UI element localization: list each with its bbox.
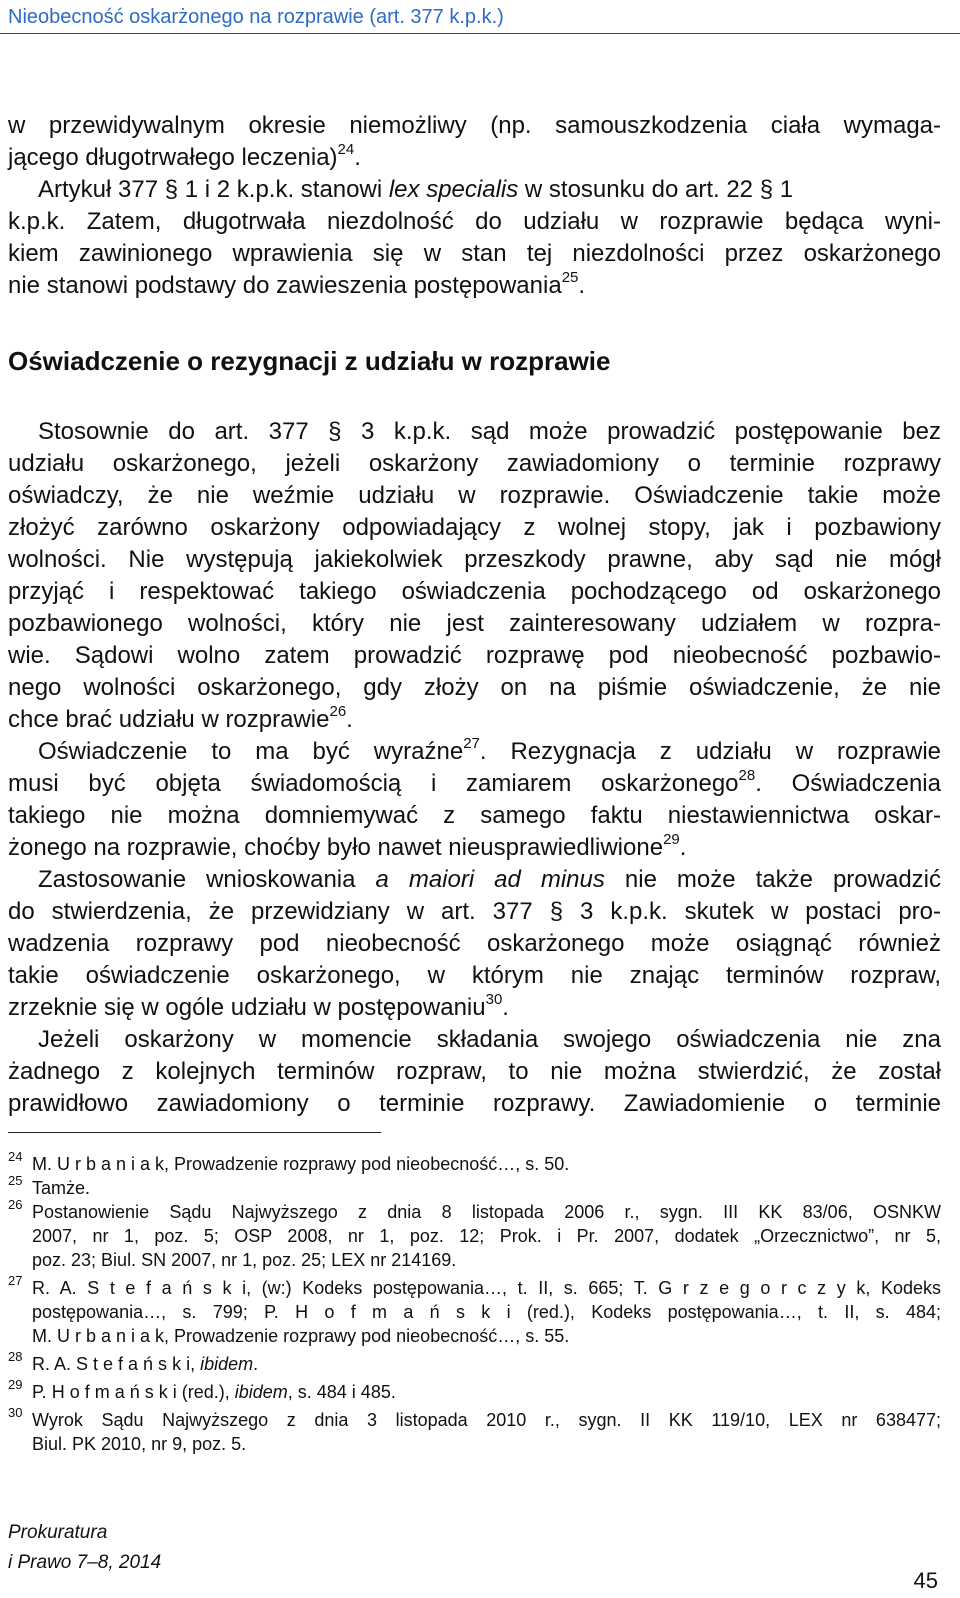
body-line: oświadczy, że nie weźmie udziału w rozprawie. Oświadczenie takie może <box>8 482 941 509</box>
body-line: nego wolności oskarżonego, gdy złoży on na piśmie oświadczenie, że nie <box>8 674 941 701</box>
body-line: prawidłowo zawiadomiony o terminie rozprawy. Zawiadomienie o terminie <box>8 1090 941 1117</box>
body-line: wolności. Nie występują jakiekolwiek przeszkody prawne, aby sąd nie mógł <box>8 546 941 573</box>
footnote-number: 28 <box>8 1349 23 1364</box>
footnote-text: Wyrok Sądu Najwyższego z dnia 3 listopada 2010 r., sygn. II KK 119/10, LEX nr 638477; <box>32 1410 941 1430</box>
body-line: przyjąć i respektować takiego oświadczenia pochodzącego od oskarżonego <box>8 578 941 605</box>
section-heading: Oświadczenie o rezygnacji z udziału w rozprawie <box>8 346 611 376</box>
footnote-number: 26 <box>8 1197 23 1212</box>
footnote-text: R. A. S t e f a ń s k i, (w:) Kodeks postępowania…, t. II, s. 665; T. G r z e g o r c z y k, Kodeks <box>32 1278 941 1298</box>
body-line: chce brać udziału w rozprawie$^{26}$. <box>8 703 353 733</box>
body-line: Artykuł 377 § 1 i 2 k.p.k. stanowi lex specialis w stosunku do art. 22 § 1 <box>38 176 794 203</box>
body-line: zrzeknie się w ogóle udziału w postępowaniu$^{30}$. <box>8 991 509 1021</box>
body-line: Zastosowanie wnioskowania a maiori ad minus nie może także prowadzić <box>38 866 941 893</box>
footnote-text: P. H o f m a ń s k i (red.), ibidem, s. 484 i 485. <box>32 1382 396 1402</box>
footnote-number: 27 <box>8 1273 23 1288</box>
footnote-text: M. U r b a n i a k, Prowadzenie rozprawy pod nieobecność…, s. 55. <box>32 1326 570 1346</box>
body-line: złożyć zarówno oskarżony odpowiadający z wolnej stopy, jak i pozbawiony <box>8 514 941 541</box>
body-line: żonego na rozprawie, choćby było nawet nieusprawiedliwione$^{29}$. <box>8 831 687 861</box>
body-line: wadzenia rozprawy pod nieobecność oskarżonego może osiągnąć również <box>8 930 941 957</box>
footnote-number: 24 <box>8 1149 23 1164</box>
body-line: w przewidywalnym okresie niemożliwy (np. samouszkodzenia ciała wymaga- <box>8 112 941 139</box>
body-line: do stwierdzenia, że przewidziany w art. 377 § 3 k.p.k. skutek w postaci pro- <box>8 898 941 925</box>
body-line: wie. Sądowi wolno zatem prowadzić rozprawę pod nieobecność pozbawio- <box>8 642 941 669</box>
body-line: udziału oskarżonego, jeżeli oskarżony zawiadomiony o terminie rozprawy <box>8 450 941 477</box>
body-line: takie oświadczenie oskarżonego, w którym nie znając terminów rozpraw, <box>8 962 941 989</box>
footnote-text: postępowania…, s. 799; P. H o f m a ń s k i (red.), Kodeks postępowania…, t. II, s. 484; <box>32 1302 941 1322</box>
body-line: żadnego z kolejnych terminów rozpraw, to nie można stwierdzić, że został <box>8 1058 941 1085</box>
footnote-text: 2007, nr 1, poz. 5; OSP 2008, nr 1, poz. 12; Prok. i Pr. 2007, dodatek „Orzecznictwo”, nr 5, <box>32 1226 941 1246</box>
footnote-text: R. A. S t e f a ń s k i, ibidem. <box>32 1354 259 1374</box>
footnote-ref: 26 <box>329 703 347 720</box>
footnote-ref: 29 <box>663 831 680 848</box>
body-line: nie stanowi podstawy do zawieszenia postępowania$^{25}$. <box>8 269 586 299</box>
body-line: kiem zawinionego wprawienia się w stan tej niezdolności przez oskarżonego <box>8 240 941 267</box>
footnote-number: 29 <box>8 1377 23 1392</box>
footnote-ref: 30 <box>485 991 503 1008</box>
body-line: Stosownie do art. 377 § 3 k.p.k. sąd może prowadzić postępowanie bez <box>38 418 941 445</box>
footnote-ref: 27 <box>463 735 480 752</box>
footnote-text: poz. 23; Biul. SN 2007, nr 1, poz. 25; LEX nr 214169. <box>32 1250 457 1270</box>
body-line: jącego długotrwałego leczenia)$^{24}$. <box>8 141 361 171</box>
footnote-text: Tamże. <box>32 1178 91 1198</box>
footnote-ref: 28 <box>738 767 756 784</box>
footnote-number: 25 <box>8 1173 23 1188</box>
body-line: Jeżeli oskarżony w momencie składania swojego oświadczenia nie zna <box>38 1026 941 1053</box>
running-header: Nieobecność oskarżonego na rozprawie (art. 377 k.p.k.) <box>8 6 504 28</box>
footnote-text: Biul. PK 2010, nr 9, poz. 5. <box>32 1434 247 1454</box>
body-line: k.p.k. Zatem, długotrwała niezdolność do udziału w rozprawie będąca wyni- <box>8 208 941 235</box>
body-line: musi być objęta świadomością i zamiarem oskarżonego$^{28}$. Oświadczenia <box>8 767 941 797</box>
footnote-number: 30 <box>8 1405 23 1420</box>
footnote-ref: 24 <box>337 141 355 158</box>
body-line: takiego nie można domniemywać z samego faktu niestawiennictwa oskar- <box>8 802 941 829</box>
page-number: 45 <box>913 1568 938 1593</box>
footnote-divider <box>8 1132 381 1133</box>
footnote-text: M. U r b a n i a k, Prowadzenie rozprawy pod nieobecność…, s. 50. <box>32 1154 570 1174</box>
journal-name: Prokuratura i Prawo 7–8, 2014 <box>8 1522 162 1573</box>
footnote-text: Postanowienie Sądu Najwyższego z dnia 8 listopada 2006 r., sygn. III KK 83/06, OSNKW <box>32 1202 941 1222</box>
body-line: pozbawionego wolności, który nie jest zainteresowany udziałem w rozpra- <box>8 610 941 637</box>
header-divider <box>0 33 960 34</box>
body-line: Oświadczenie to ma być wyraźne$^{27}$. Rezygnacja z udziału w rozprawie <box>38 735 941 765</box>
footnote-ref: 25 <box>561 269 579 286</box>
